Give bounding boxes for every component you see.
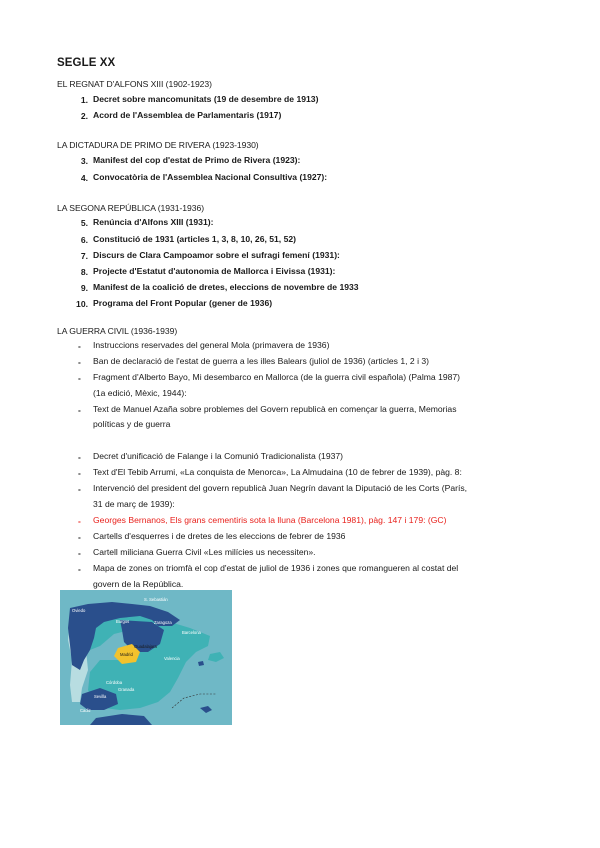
list-item: Mapa de zones on triomfà el cop d'estat de juliol de 1936 i zones que romangueren al costat del [93, 563, 459, 573]
list-item: Intervenció del president del govern republicà Juan Negrín davant la Diputació de les Corts (París, [93, 483, 468, 493]
item-marker: - [78, 373, 81, 383]
list-item: Renúncia d'Alfons XIII (1931): [93, 217, 214, 227]
map-city-label: Barcelona [182, 630, 201, 635]
list-item: Programa del Front Popular (gener de 1936) [93, 298, 273, 308]
map-city-label: Valencia [164, 656, 180, 661]
map-city-label: Córdoba [106, 680, 123, 685]
section-heading-republica: LA SEGONA REPÚBLICA (1931-1936) [57, 203, 205, 213]
item-marker-highlight: - [78, 516, 81, 526]
list-item-continuation: (1a edició, Mèxic, 1944): [93, 388, 187, 398]
list-item: Text de Manuel Azaña sobre problemes del Govern republicà en començar la guerra, Memorias [93, 404, 457, 414]
list-item: Manifest del cop d'estat de Primo de Rivera (1923): [93, 155, 301, 165]
item-marker: 1. [80, 95, 88, 105]
map-city-label: S. Sebastián [144, 597, 168, 602]
list-item: Projecte d'Estatut d'autonomia de Mallorca i Eivissa (1931): [93, 266, 336, 276]
list-item-highlight: Georges Bernanos, Els grans cementiris sota la lluna (Barcelona 1981), pàg. 147 i 179: (GC) [93, 515, 447, 525]
item-marker: 7. [80, 251, 88, 261]
map-city-label: Oviedo [72, 608, 86, 613]
list-item-continuation: govern de la República. [93, 579, 184, 589]
item-marker: 5. [80, 218, 88, 228]
item-marker: - [78, 548, 81, 558]
item-marker: 9. [80, 283, 88, 293]
section-heading-dictadura: LA DICTADURA DE PRIMO DE RIVERA (1923-1930) [57, 140, 259, 150]
item-marker: 3. [80, 156, 88, 166]
map-city-label: Zaragoza [154, 620, 172, 625]
item-marker: 6. [80, 235, 88, 245]
list-item: Text d'El Tebib Arrumi, «La conquista de Menorca», La Almudaina (10 de febrer de 1939), pàg. 8: [93, 467, 462, 477]
list-item: Decret sobre mancomunitats (19 de desembre de 1913) [93, 94, 319, 104]
item-marker: - [78, 484, 81, 494]
list-item: Instruccions reservades del general Mola (primavera de 1936) [93, 340, 330, 350]
item-marker: - [78, 452, 81, 462]
list-item: Convocatòria de l'Assemblea Nacional Consultiva (1927): [93, 172, 328, 182]
list-item: Fragment d'Alberto Bayo, Mi desembarco en Mallorca (de la guerra civil española) (Palma 1987) [93, 372, 461, 382]
list-item: Cartells d'esquerres i de dretes de les eleccions de febrer de 1936 [93, 531, 346, 541]
item-marker: - [78, 468, 81, 478]
map-city-label: Granada [118, 687, 135, 692]
page-title: SEGLE XX [57, 57, 116, 69]
list-item: Cartell miliciana Guerra Civil «Les milícies us necessiten». [93, 547, 316, 557]
list-item: Discurs de Clara Campoamor sobre el sufragi femení (1931): [93, 250, 340, 260]
list-item-continuation: 31 de març de 1939): [93, 499, 175, 509]
spain-civil-war-map [60, 590, 232, 725]
list-item: Constitució de 1931 (articles 1, 3, 8, 10, 26, 51, 52) [93, 234, 297, 244]
item-marker: - [78, 405, 81, 415]
list-item-continuation: políticas y de guerra [93, 419, 171, 429]
map-city-label: Burgos [116, 619, 130, 624]
item-marker: - [78, 341, 81, 351]
item-marker: - [78, 357, 81, 367]
item-marker: 8. [80, 267, 88, 277]
item-marker: - [78, 564, 81, 574]
item-marker: 10. [76, 299, 88, 309]
section-heading-alfons: EL REGNAT D'ALFONS XIII (1902-1923) [57, 79, 212, 89]
section-heading-guerra-civil: LA GUERRA CIVIL (1936-1939) [57, 326, 178, 336]
list-item: Acord de l'Assemblea de Parlamentaris (1917) [93, 110, 282, 120]
item-marker: 2. [80, 111, 88, 121]
list-item: Ban de declaració de l'estat de guerra a les illes Balears (juliol de 1936) (articles 1, 2 i 3) [93, 356, 430, 366]
list-item: Decret d'unificació de Falange i la Comunió Tradicionalista (1937) [93, 451, 344, 461]
item-marker: 4. [80, 173, 88, 183]
list-item: Manifest de la coalició de dretes, eleccions de novembre de 1933 [93, 282, 359, 292]
map-city-label: Madrid [120, 652, 133, 657]
map-city-label: Guadalajara [134, 644, 157, 649]
map-city-label: Cadiz [80, 708, 91, 713]
item-marker: - [78, 532, 81, 542]
map-city-label: Sevilla [94, 694, 107, 699]
